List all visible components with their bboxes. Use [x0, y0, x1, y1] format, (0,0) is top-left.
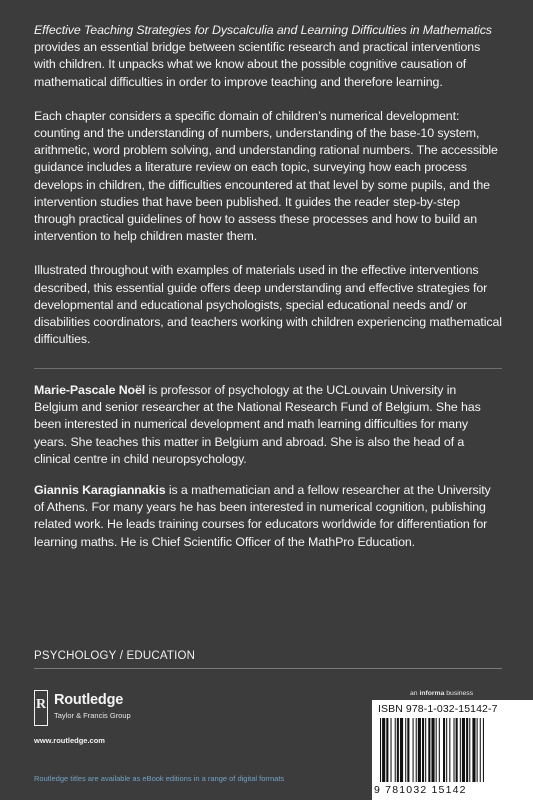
routledge-mark-icon: R — [34, 690, 48, 726]
blurb-paragraph-1 — [34, 22, 502, 91]
blurb — [34, 22, 502, 365]
subject-category: PSYCHOLOGY / EDUCATION — [34, 650, 196, 662]
publisher-name: Routledge — [54, 692, 124, 708]
author-bio — [34, 382, 502, 468]
divider — [34, 368, 502, 369]
informa-tagline: an informa business — [410, 690, 474, 697]
publisher-group: Taylor & Francis Group — [54, 711, 131, 720]
author-bio-text: is a mathematician and a fellow researcher at the University of Athens. For many years he has been interested in numerical cognition, publishing related work. He leads training courses for educators worldwide for differentiation for learning maths. He is Chief Scientific Officer of the MathPro Education. — [34, 483, 491, 549]
barcode-digits: 9 781032 15142 — [374, 784, 467, 796]
barcode-box — [372, 700, 533, 800]
publisher-website[interactable]: www.routledge.com — [34, 736, 105, 745]
blurb-paragraph-1-text: provides an essential bridge between scientific research and practical interventions with children. It unpacks what we know about the possible cognitive causation of mathematical difficulties in order to improve teaching and therefore learning. — [34, 40, 481, 89]
author-name: Giannis Karagiannakis — [34, 483, 166, 498]
author-bio — [34, 482, 502, 551]
divider — [34, 668, 502, 669]
book-title: Effective Teaching Strategies for Dyscalculia and Learning Difficulties in Mathematics — [34, 23, 492, 37]
routledge-logo — [34, 690, 214, 730]
blurb-paragraph-2: Each chapter considers a specific domain of children’s numerical development: counting and the understanding of numbers, understanding of the base-10 system, arithmetic, word problem solving, and understanding rational numbers. The accessible guidance includes a literature review on each topic, surveying how each process develops in children, the difficulties encountered at that level by some pupils, and the intervention studies that have been published. It guides the reader step-by-step through practical guidelines of how to assess these processes and how to build an intervention to help children master them. — [34, 108, 498, 244]
barcode-icon — [376, 718, 531, 786]
isbn-label: ISBN 978-1-032-15142-7 — [378, 703, 498, 715]
blurb-paragraph-3: Illustrated throughout with examples of materials used in the effective interventions described, this essential guide offers deep understanding and effective strategies for developmental and educational psychologists, special educational needs and/ or disabilities coordinators, and teachers working with children experiencing mathematical difficulties. — [34, 263, 502, 347]
author-bios — [34, 382, 502, 565]
author-bio-text: is professor of psychology at the UCLouvain University in Belgium and senior researcher at the National Research Fund of Belgium. She has been interested in numerical development and math learning difficulties for many years. She teaches this matter in Belgium and abroad. She is also the head of a clinical centre in child neuropsychology. — [34, 383, 481, 466]
ebook-note: Routledge titles are available as eBook editions in a range of digital formats — [34, 774, 285, 783]
author-name: Marie-Pascale Noël — [34, 383, 146, 397]
